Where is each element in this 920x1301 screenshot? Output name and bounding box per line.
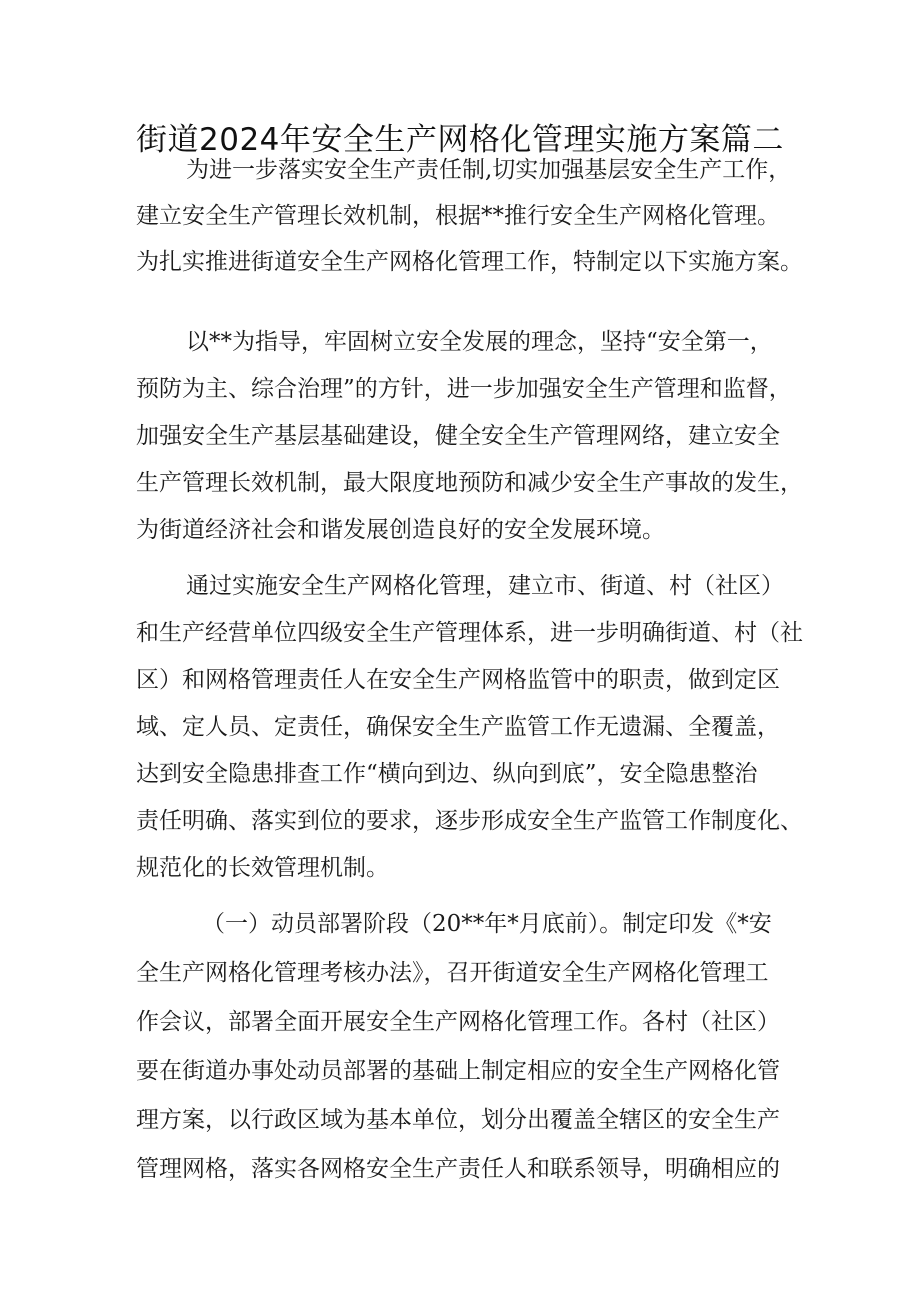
paragraph-2-line-4: 生产管理长效机制，最大限度地预防和减少安全生产事故的发生， — [136, 470, 803, 496]
paragraph-1-line-2: 建立安全生产管理长效机制，根据**推行安全生产网格化管理。 — [136, 203, 780, 229]
paragraph-3-line-3: 区）和网格管理责任人在安全生产网格监管中的职责，做到定区 — [136, 667, 780, 693]
paragraph-3-line-4: 域、定人员、定责任，确保安全生产监管工作无遗漏、全覆盖， — [136, 714, 780, 740]
paragraph-2-line-3: 加强安全生产基层基础建设，健全安全生产管理网络，建立安全 — [136, 423, 780, 449]
paragraph-1-line-1: 为进一步落实安全生产责任制,切实加强基层安全生产工作， — [186, 157, 792, 183]
paragraph-4-line-2: 全生产网格化管理考核办法》，召开街道安全生产网格化管理工 — [136, 960, 769, 986]
paragraph-4-line-6: 管理网格，落实各网格安全生产责任人和联系领导，明确相应的 — [136, 1156, 780, 1182]
paragraph-3-line-7: 规范化的长效管理机制。 — [136, 855, 389, 881]
paragraph-3-line-5: 达到安全隐患排查工作“横向到边、纵向到底”，安全隐患整治 — [136, 761, 758, 787]
paragraph-3-line-1: 通过实施安全生产网格化管理，建立市、街道、村（社区） — [186, 573, 784, 599]
paragraph-2-line-2: 预防为主、综合治理”的方针，进一步加强安全生产管理和监督， — [136, 376, 792, 402]
paragraph-3-line-2: 和生产经营单位四级安全生产管理体系，进一步明确街道、村（社 — [136, 620, 803, 646]
paragraph-4-line-1: （一）动员部署阶段（20**年*月底前）。制定印发《*安 — [202, 911, 772, 937]
paragraph-1-line-3: 为扎实推进街道安全生产网格化管理工作，特制定以下实施方案。 — [136, 249, 803, 275]
paragraph-4-line-5: 理方案，以行政区域为基本单位，划分出覆盖全辖区的安全生产 — [136, 1107, 780, 1133]
paragraph-3-line-6: 责任明确、落实到位的要求，逐步形成安全生产监管工作制度化、 — [136, 808, 803, 834]
document-title: 街道2024年安全生产网格化管理实施方案篇二 — [136, 122, 784, 158]
paragraph-2-line-5: 为街道经济社会和谐发展创造良好的安全发展环境。 — [136, 517, 665, 543]
paragraph-4-line-3: 作会议，部署全面开展安全生产网格化管理工作。各村（社区） — [136, 1009, 780, 1035]
paragraph-2-line-1: 以**为指导，牢固树立安全发展的理念，坚持“安全第一， — [186, 329, 773, 355]
paragraph-4-line-4: 要在街道办事处动员部署的基础上制定相应的安全生产网格化管 — [136, 1058, 780, 1084]
